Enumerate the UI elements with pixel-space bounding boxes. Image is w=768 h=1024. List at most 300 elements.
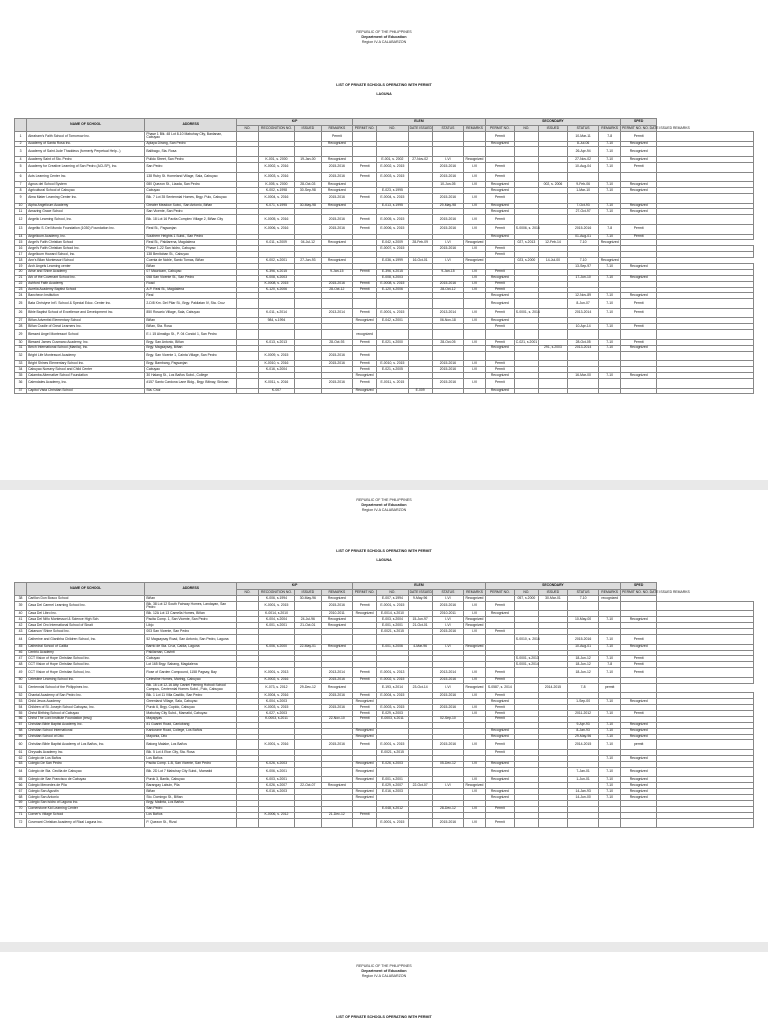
table-cell: Recognized: [621, 157, 657, 163]
table-cell: I-VI: [464, 287, 486, 293]
table-cell: [567, 818, 598, 828]
table-cell: Permit: [353, 339, 377, 345]
table-cell: [567, 601, 598, 611]
table-cell: K-0002, s. 2016: [258, 677, 294, 683]
table-cell: 7-10: [599, 722, 621, 728]
school-name: Cornerstone Kid Learning Center: [27, 806, 145, 812]
school-name: Angelicum Howard School, Inc.: [27, 252, 145, 258]
table-cell: 8-Jun-07: [567, 299, 598, 309]
table-cell: [538, 193, 567, 203]
school-address: Mayapyas: [145, 716, 237, 722]
column-subheader: ISSUED: [538, 126, 567, 132]
row-index: 57: [15, 722, 27, 728]
column-subheader: STATUS: [432, 590, 463, 596]
school-name: Casa Del Oro International School of Sinait: [27, 623, 145, 629]
school-address: Brgy. San Vicente 1, Cainta Village, San Pedro: [145, 351, 237, 361]
table-row: [15, 172, 754, 182]
table-cell: Permit: [485, 806, 514, 812]
table-cell: 027, s.2013: [514, 240, 538, 246]
table-cell: [621, 388, 657, 394]
table-cell: [514, 162, 538, 172]
table-cell: I-VI: [432, 617, 463, 623]
row-index: 63: [15, 761, 27, 767]
table-cell: Recognized: [485, 388, 514, 394]
column-subheader: PERMIT NO. NO. DATE ISSUED REMARKS: [622, 589, 690, 594]
school-address: Real St., Pakilarena, Magdalena: [145, 240, 237, 246]
table-cell: Permit: [485, 668, 514, 678]
table-cell: Recognized: [321, 182, 352, 188]
table-cell: Permit: [353, 693, 377, 699]
school-name: Aurelia Academy Baptist School: [27, 287, 145, 293]
table-cell: 8-Jul-06: [567, 141, 598, 147]
column-group-sped: SPED: [621, 583, 657, 590]
table-cell: 17-Jun-10: [567, 275, 598, 281]
table-cell: Permit: [485, 693, 514, 699]
school-address: Blk. 1 Lot 11 Villa Castillo, San Pedro: [145, 693, 237, 699]
table-cell: E-0008, s. 2015: [377, 281, 408, 287]
table-cell: E-042, s.2001: [377, 318, 408, 324]
table-cell: 19-Jan-00: [295, 157, 322, 163]
school-name: Arch Angels Learning center: [27, 263, 145, 269]
table-cell: [464, 635, 486, 645]
table-cell: Permit: [485, 215, 514, 225]
table-cell: 7-10: [599, 188, 621, 194]
table-cell: 21-Dec-12: [321, 812, 352, 818]
table-cell: 002, s. 2006: [538, 182, 567, 188]
table-cell: Permit: [353, 172, 377, 182]
table-cell: 10-Jun-05: [432, 182, 463, 188]
school-name: Christian School of Dito: [27, 734, 145, 740]
school-name: Colegio San Agustin: [27, 789, 145, 795]
table-cell: [408, 308, 432, 318]
table-cell: Recognized: [485, 182, 514, 188]
row-index: 19: [15, 263, 27, 269]
table-cell: Recognized: [321, 188, 352, 194]
table-cell: K-0001, s. 2013: [258, 668, 294, 678]
school-address: Mabuhay City Subd., Mamatid, Cabuyao: [145, 710, 237, 716]
column-subheader: ISSUED: [295, 590, 322, 596]
table-cell: 7-10: [599, 728, 621, 734]
table-cell: 7-10: [599, 345, 621, 351]
table-cell: [567, 172, 598, 182]
table-cell: [237, 635, 259, 645]
table-cell: 28-Oct-05: [567, 339, 598, 345]
row-index: 54: [15, 705, 27, 711]
table-cell: [237, 193, 259, 203]
table-cell: [657, 677, 754, 683]
table-cell: 2015-2016: [432, 629, 463, 635]
table-cell: [514, 147, 538, 157]
table-cell: Permit: [621, 710, 657, 716]
table-cell: [657, 668, 754, 678]
table-cell: [377, 767, 408, 777]
table-cell: 1-Mar-10: [567, 188, 598, 194]
table-row: [15, 215, 754, 225]
table-cell: 9-Feb-06: [567, 182, 598, 188]
school-address: E.I. 15 Almaligo St., P. 04 Condol 1, San Pedro: [145, 330, 237, 340]
table-cell: S-0001, s.2014: [515, 661, 539, 666]
table-cell: [599, 172, 621, 182]
table-cell: 7-10: [599, 794, 621, 800]
table-header-row: [15, 119, 754, 126]
table-cell: [408, 378, 432, 388]
table-cell: E-0011, s. 2015: [377, 378, 408, 388]
table-cell: [295, 299, 322, 309]
table-cell: [295, 740, 322, 750]
table-cell: K-0003, s. 2015: [258, 705, 294, 711]
row-index: 10: [15, 203, 27, 209]
table-cell: [514, 818, 538, 828]
table-cell: [295, 330, 322, 340]
table-cell: [657, 252, 754, 258]
table-cell: 2015-2016: [567, 635, 598, 645]
column-subheader: REMARKS: [464, 590, 486, 596]
row-index: 34: [15, 367, 27, 373]
school-address: Libjo: [145, 623, 237, 629]
document-page-2: [0, 490, 768, 942]
school-address: Pakilarnan, Cavinti: [145, 650, 237, 656]
table-cell: Recognized: [485, 767, 514, 777]
table-cell: 2015-2016: [432, 162, 463, 172]
table-cell: Permit: [485, 224, 514, 234]
table-cell: Recognized: [485, 209, 514, 215]
table-cell: [514, 132, 538, 142]
table-cell: E-036, s.1999: [377, 258, 408, 264]
table-cell: [258, 818, 294, 828]
row-index: 65: [15, 777, 27, 783]
table-cell: 01-Aug-01: [567, 234, 598, 240]
table-cell: Permit: [353, 361, 377, 367]
table-cell: 2015-2016: [432, 172, 463, 182]
table-cell: I-VI: [464, 789, 486, 795]
table-cell: I-VI: [464, 275, 486, 281]
page-header: [0, 964, 768, 979]
school-name: Christ Birthing School of Cabuyao: [27, 710, 145, 716]
table-cell: 1-Jun-01: [567, 777, 598, 783]
table-cell: [295, 767, 322, 777]
table-cell: [514, 330, 538, 340]
table-cell: [464, 388, 486, 394]
table-cell: E-001, s. 2002: [377, 157, 408, 163]
table-cell: E-0002, s. 2015: [377, 162, 408, 172]
table-cell: E-0021, s.2015: [377, 629, 408, 635]
table-cell: I-VI: [464, 693, 486, 699]
table-header-row: [15, 583, 754, 590]
table-cell: Permit: [353, 162, 377, 172]
table-cell: [295, 388, 322, 394]
table-cell: 2015-2016: [432, 818, 463, 828]
table-cell: E-0004, s. 2015: [377, 193, 408, 203]
table-row: [15, 224, 754, 234]
table-cell: K-0010, s. 2016: [258, 361, 294, 367]
school-address: Brgy. Bambang, Pagsanjan: [145, 361, 237, 367]
row-index: 42: [15, 623, 27, 629]
table-cell: Permit: [485, 710, 514, 716]
table-cell: [657, 818, 754, 828]
table-cell: Permit: [621, 299, 657, 309]
table-cell: 16-Mar-00: [567, 373, 598, 379]
school-address: Biñan: [145, 318, 237, 324]
table-cell: 1-Sep-00: [567, 699, 598, 705]
school-address: Lot 165 Brgy. Sabang, Magdalena: [145, 662, 237, 668]
table-cell: K-120, s.2006: [258, 287, 294, 293]
table-cell: Recognized: [621, 699, 657, 705]
table-cell: I-VI: [432, 783, 463, 789]
table-cell: 9-Apr-93: [567, 722, 598, 728]
row-index: 58: [15, 728, 27, 734]
row-index: 62: [15, 755, 27, 761]
table-cell: 7-10: [599, 755, 621, 761]
school-name: Amazing Grace School: [27, 209, 145, 215]
table-cell: Recognized: [485, 373, 514, 379]
table-cell: 02-Sep-10: [432, 716, 463, 722]
table-cell: 05-Dec-12: [432, 761, 463, 767]
row-index: 28: [15, 324, 27, 330]
table-cell: K-396, s.2015: [258, 269, 294, 275]
table-cell: Permit: [485, 132, 514, 142]
school-name: Celestine Learning School Inc.: [27, 677, 145, 683]
row-index: 24: [15, 293, 27, 299]
column-subheader: NO.: [237, 590, 259, 596]
table-cell: 14-Jun-00: [567, 794, 598, 800]
table-cell: [377, 388, 408, 394]
table-cell: Permit: [485, 367, 514, 373]
column-group-kp: K/P: [237, 119, 353, 126]
table-cell: [621, 818, 657, 828]
table-cell: 7-10: [567, 596, 598, 602]
table-cell: 2015-2016: [432, 193, 463, 203]
table-cell: 2015-2016: [321, 162, 352, 172]
school-name: Colegio San Antonio: [27, 794, 145, 800]
table-cell: 28-Oct-93: [321, 339, 352, 345]
table-cell: [538, 388, 567, 394]
table-cell: E-042, s.2009: [377, 240, 408, 246]
table-row: [15, 308, 754, 318]
table-cell: I-VI: [464, 172, 486, 182]
row-index: 55: [15, 710, 27, 716]
table-cell: [514, 299, 538, 309]
table-cell: [432, 767, 463, 777]
school-address: Pulido Street, San Pedro: [145, 157, 237, 163]
table-row: [15, 740, 754, 750]
table-cell: Recognized: [485, 234, 514, 240]
column-subheader: RECOGNITION NO.: [258, 126, 294, 132]
school-address: San Vicente, San Pedro: [145, 209, 237, 215]
table-cell: Permit: [485, 818, 514, 828]
table-cell: Recognized: [621, 203, 657, 209]
row-index: 22: [15, 281, 27, 287]
table-cell: E-048, s.2012: [377, 806, 408, 812]
column-subheader: REMARKS: [464, 126, 486, 132]
table-cell: Permit: [353, 812, 377, 818]
column-subheader: DATE ISSUED: [409, 125, 432, 130]
row-index: 25: [15, 299, 27, 309]
school-address: Blk. 18 Lot 16 Pacita Complex Village 2, Biñan City: [145, 215, 237, 225]
table-cell: [621, 351, 657, 361]
row-index: 20: [15, 269, 27, 275]
table-cell: [237, 299, 259, 309]
table-cell: K-0004, s. 2016: [258, 193, 294, 203]
table-cell: [237, 330, 259, 340]
table-cell: S-0006, s. 2016: [514, 224, 538, 234]
table-cell: [621, 601, 657, 611]
document-page-3: [0, 952, 768, 1024]
table-cell: 7-10: [599, 740, 621, 750]
table-cell: E-193, s.2014: [377, 683, 408, 693]
table-row: [15, 767, 754, 777]
column-subheader: NO.: [514, 590, 538, 596]
table-cell: 9-Jan-15: [321, 269, 352, 275]
table-cell: [538, 162, 567, 172]
table-row: [15, 668, 754, 678]
table-cell: Recognized: [353, 777, 377, 783]
table-cell: 7-10: [567, 258, 598, 264]
table-cell: I-VI: [464, 806, 486, 812]
table-cell: [258, 299, 294, 309]
table-cell: 2015-2016: [432, 361, 463, 367]
table-cell: Permit: [353, 287, 377, 293]
table-cell: [237, 818, 259, 828]
table-cell: [353, 132, 377, 142]
school-address: Blk. 5 Lot 4 Eton City, Sta. Rosa: [145, 750, 237, 756]
table-cell: 2013-2014: [321, 668, 352, 678]
table-row: [15, 635, 754, 645]
table-cell: 13-Sep-97: [567, 263, 598, 269]
table-cell: Permit: [353, 378, 377, 388]
row-index: 30: [15, 339, 27, 345]
table-cell: E-0001, s. 2015: [377, 601, 408, 611]
table-cell: 2013-2014: [567, 308, 598, 318]
table-cell: [464, 330, 486, 340]
table-cell: [408, 147, 432, 157]
school-address: Blk. 12A Lot 13 Camella Homes, Biñan: [145, 611, 237, 617]
table-cell: [408, 635, 432, 645]
table-cell: 7-10: [599, 157, 621, 163]
table-cell: I-VI: [464, 601, 486, 611]
table-cell: [377, 351, 408, 361]
table-cell: Recognized: [485, 345, 514, 351]
table-cell: K-071, s.1995: [258, 203, 294, 209]
table-cell: K-026, s.2007: [258, 783, 294, 789]
table-cell: [432, 147, 463, 157]
table-cell: K-0011, s. 2016: [258, 378, 294, 388]
table-cell: K-006, s.2001: [258, 767, 294, 777]
table-cell: E-021, s.2000: [377, 339, 408, 345]
column-subheader: STATUS: [567, 126, 598, 132]
table-cell: Recognized: [485, 761, 514, 767]
table-cell: K-026, s.2003: [258, 761, 294, 767]
table-cell: [237, 132, 259, 142]
table-cell: E-003, s.2004: [377, 617, 408, 623]
table-cell: Recognized: [353, 728, 377, 734]
table-cell: I-VI: [464, 281, 486, 287]
table-cell: Permit: [621, 339, 657, 345]
table-cell: Recognized: [465, 782, 484, 787]
table-cell: [567, 193, 598, 203]
table-cell: 2010-2011: [321, 611, 352, 617]
table-cell: Recognized: [621, 783, 657, 789]
column-header-index: [15, 119, 27, 132]
table-cell: Recognized: [465, 240, 484, 245]
table-cell: I-VI: [464, 269, 486, 275]
table-cell: [408, 740, 432, 750]
table-cell: 10-Mar-11: [567, 132, 598, 142]
table-cell: [657, 193, 754, 203]
table-cell: 7-10: [599, 147, 621, 157]
table-cell: 16-Oct-01: [408, 258, 432, 264]
table-cell: Recognized: [321, 644, 352, 650]
school-name: Bright Life Montessori Academy: [27, 351, 145, 361]
school-name: Centennial School of the Philippines Inc.: [27, 683, 145, 693]
table-cell: [538, 215, 567, 225]
table-cell: Recognized: [485, 299, 514, 309]
school-name: Colegio de Sta. Cecilia de Cabuyao: [27, 767, 145, 777]
table-cell: 291, s.2003: [538, 345, 567, 351]
table-cell: Recognized: [621, 373, 657, 379]
table-cell: Permit: [353, 193, 377, 203]
table-cell: Permit: [321, 132, 352, 142]
table-cell: [408, 601, 432, 611]
column-header-index: [15, 583, 27, 596]
table-cell: S-0001, s. 2014: [514, 308, 538, 318]
table-cell: Recognized: [621, 755, 657, 761]
table-cell: [538, 601, 567, 611]
school-address: Cuenta de Noble, Santo Tomas, Biñan: [145, 258, 237, 264]
table-cell: E-021, s.2005: [377, 367, 408, 373]
school-address: Biñan: [145, 789, 237, 795]
school-address: Rose of Garden Compound, 1158 Pagsay, Bay: [145, 668, 237, 678]
table-cell: 2015-2016: [567, 224, 598, 234]
table-cell: I-VI: [464, 705, 486, 711]
table-cell: K-005, s. 2000: [258, 182, 294, 188]
school-name: Academy for Creative Learning of San Pedro (ACLSP), Inc.: [27, 162, 145, 172]
table-cell: [295, 162, 322, 172]
table-cell: E-029, s.2007: [377, 783, 408, 789]
table-cell: 7-10: [599, 203, 621, 209]
table-cell: E-0002, s. 2015: [377, 677, 408, 683]
table-cell: I-VI: [432, 258, 463, 264]
table-cell: [599, 351, 621, 361]
table-cell: [538, 132, 567, 142]
table-cell: [514, 388, 538, 394]
table-cell: [657, 234, 754, 240]
table-cell: 12-Feb-14: [538, 240, 567, 246]
table-cell: [353, 299, 377, 309]
school-name: Colegio Mercedes de Pila: [27, 783, 145, 789]
table-cell: Recognized: [621, 617, 657, 623]
table-row: [15, 162, 754, 172]
table-cell: [514, 172, 538, 182]
table-cell: 2015-2016: [321, 361, 352, 367]
school-address: 07 Mauricam, Cabuyao: [145, 269, 237, 275]
table-cell: [237, 215, 259, 225]
table-cell: [599, 818, 621, 828]
row-index: 9: [15, 193, 27, 203]
table-cell: 2010-2011: [432, 611, 463, 617]
table-cell: Recognized: [465, 622, 484, 627]
row-index: 46: [15, 650, 27, 656]
school-address: Barrio de Sta. Cruz, Calilla, Laguna: [145, 644, 237, 650]
table-cell: 2015-2016: [321, 172, 352, 182]
column-subheader: REMARKS: [599, 590, 621, 596]
school-name: Angel's Faith Christian School: [27, 240, 145, 246]
table-cell: Permit: [621, 668, 657, 678]
school-address: Purok 3, Banlic, Cabuyao: [145, 777, 237, 783]
table-cell: Permit: [485, 740, 514, 750]
table-cell: Permit: [353, 740, 377, 750]
school-name: Angelicum Academy, Inc.: [27, 234, 145, 240]
table-cell: K-0002, s. 2016: [258, 162, 294, 172]
